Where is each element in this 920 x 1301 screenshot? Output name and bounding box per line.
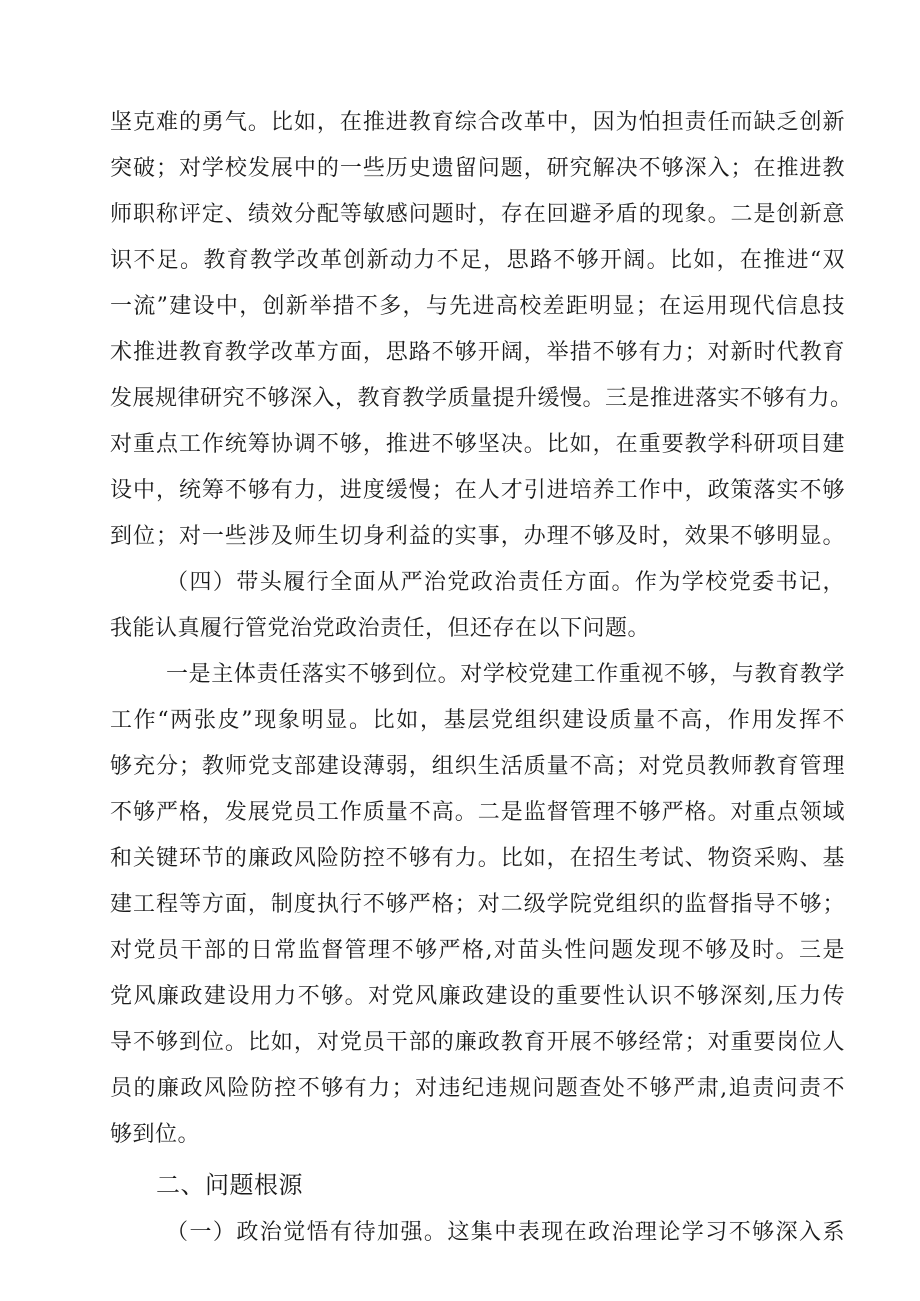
text-line: 员的廉政风险防控不够有力；对违纪违规问题查处不够严肃,追责问责不 bbox=[110, 1076, 845, 1101]
text-line: 我能认真履行管党治党政治责任，但还存在以下问题。 bbox=[110, 616, 651, 641]
text-line: 建工程等方面，制度执行不够严格；对二级学院党组织的监督指导不够； bbox=[110, 892, 845, 917]
text-line: （一）政治觉悟有待加强。这集中表现在政治理论学习不够深入系 bbox=[166, 1220, 845, 1245]
text-line: 对党员干部的日常监督管理不够严格,对苗头性问题发现不够及时。三是 bbox=[110, 938, 845, 963]
text-line: 到位；对一些涉及师生切身利益的实事，办理不够及时，效果不够明显。 bbox=[110, 524, 845, 549]
paragraph-2 bbox=[110, 560, 845, 652]
text-line: 突破；对学校发展中的一些历史遗留问题，研究解决不够深入；在推进教 bbox=[110, 156, 845, 181]
section-heading: 二、问题根源 bbox=[156, 1171, 303, 1199]
text-line: 发展规律研究不够深入，教育教学质量提升缓慢。三是推进落实不够有力。 bbox=[110, 386, 853, 411]
text-line: 导不够到位。比如，对党员干部的廉政教育开展不够经常；对重要岗位人 bbox=[110, 1030, 845, 1055]
text-line: 够充分；教师党支部建设薄弱，组织生活质量不高；对党员教师教育管理 bbox=[110, 754, 845, 779]
text-line: 设中，统筹不够有力，进度缓慢；在人才引进培养工作中，政策落实不够 bbox=[110, 478, 845, 503]
text-line: 术推进教育教学改革方面，思路不够开阔，举措不够有力；对新时代教育 bbox=[110, 340, 845, 365]
text-line: 和关键环节的廉政风险防控不够有力。比如，在招生考试、物资采购、基 bbox=[110, 846, 845, 871]
text-line: 一流”建设中，创新举措不多，与先进高校差距明显；在运用现代信息技 bbox=[110, 294, 845, 319]
text-line: 不够严格，发展党员工作质量不高。二是监督管理不够严格。对重点领域 bbox=[110, 800, 845, 825]
paragraph-1 bbox=[110, 100, 853, 560]
text-line: 够到位。 bbox=[110, 1122, 201, 1147]
text-line: 对重点工作统筹协调不够，推进不够坚决。比如，在重要教学科研项目建 bbox=[110, 432, 845, 457]
document-body bbox=[110, 100, 853, 1256]
paragraph-4 bbox=[110, 1210, 845, 1256]
text-line: 工作“两张皮”现象明显。比如，基层党组织建设质量不高，作用发挥不 bbox=[110, 708, 845, 733]
text-line: 一是主体责任落实不够到位。对学校党建工作重视不够，与教育教学 bbox=[166, 662, 845, 687]
text-line: 识不足。教育教学改革创新动力不足，思路不够开阔。比如，在推进“双 bbox=[110, 248, 845, 273]
text-line: 坚克难的勇气。比如，在推进教育综合改革中，因为怕担责任而缺乏创新 bbox=[110, 110, 845, 135]
text-line: （四）带头履行全面从严治党政治责任方面。作为学校党委书记， bbox=[166, 570, 845, 595]
paragraph-3 bbox=[110, 652, 845, 1158]
text-line: 师职称评定、绩效分配等敏感问题时，存在回避矛盾的现象。二是创新意 bbox=[110, 202, 845, 227]
text-line: 党风廉政建设用力不够。对党风廉政建设的重要性认识不够深刻,压力传 bbox=[110, 984, 845, 1009]
